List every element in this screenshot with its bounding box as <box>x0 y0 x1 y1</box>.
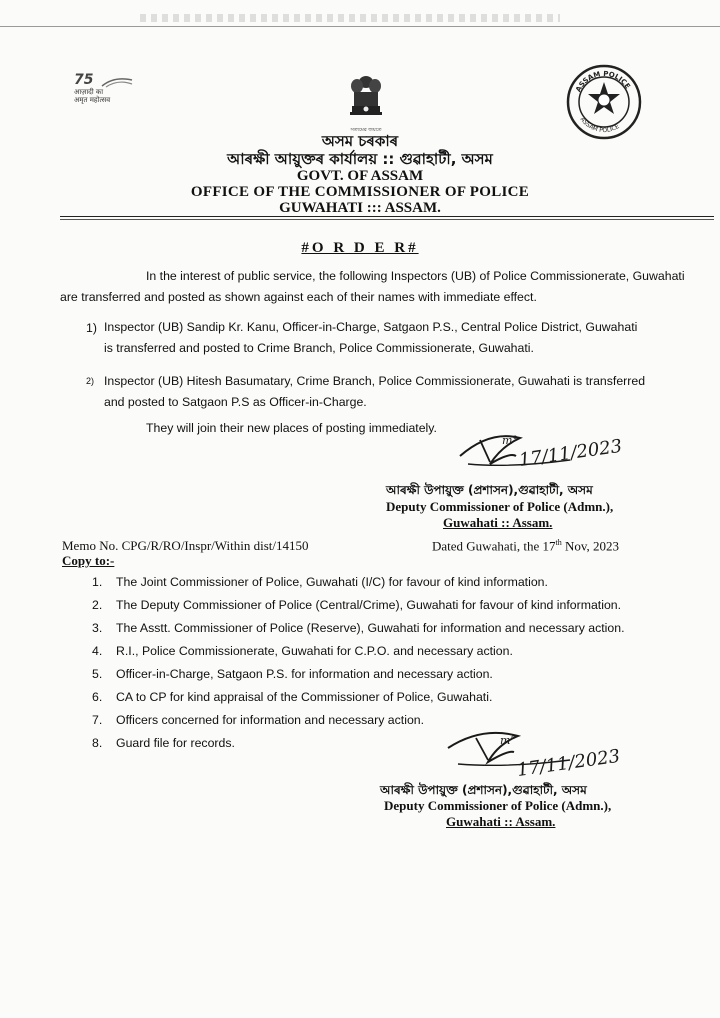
copy-to-text: Officer-in-Charge, Satgaon P.S. for information and necessary action. <box>116 667 493 681</box>
copy-to-text: Guard file for records. <box>116 736 235 750</box>
memo-date-prefix: Dated Guwahati, the 17 <box>432 538 556 554</box>
signer-location: Guwahati :: Assam. <box>446 814 556 829</box>
azadi-flag-swoosh-icon <box>100 74 134 88</box>
azadi-logo-number: 75 <box>74 72 94 88</box>
signature-date: 17/11/2023 <box>517 435 624 471</box>
copy-to-text: The Deputy Commissioner of Police (Central/Crime), Guwahati for favour of kind information. <box>116 598 622 612</box>
order-item-number: 1) <box>86 321 97 335</box>
azadi-ka-amrit-mahotsav-logo <box>74 72 136 112</box>
order-item <box>104 371 664 413</box>
memo-number: Memo No. CPG/R/RO/Inspr/Within dist/14150 <box>62 538 309 553</box>
order-item-line: Inspector (UB) Sandip Kr. Kanu, Officer-in-Charge, Satgaon P.S., Central Police District, Guwahati <box>104 320 638 334</box>
copy-to-item <box>92 644 513 658</box>
copy-to-text: The Joint Commissioner of Police, Guwahati (I/C) for favour of kind information. <box>116 575 548 589</box>
azadi-logo-text-2: अमृत महोत्सव <box>74 96 111 104</box>
seal-text-top: ASSAM POLICE <box>574 69 632 94</box>
scan-edge-line <box>0 26 720 27</box>
copy-to-item <box>92 575 548 589</box>
signer-designation: Deputy Commissioner of Police (Admn.), <box>384 798 612 813</box>
order-intro-paragraph: In the interest of public service, the following Inspectors (UB) of Police Commissionerate, Guwahati are transferred and posted as shown against each of their names with immediate effect. <box>60 269 685 304</box>
copy-to-number: 7. <box>92 713 103 727</box>
order-item-line: and posted to Satgaon P.S as Officer-in-Charge. <box>104 395 367 409</box>
order-title: #O R D E R# <box>301 240 419 256</box>
police-seal-icon <box>566 64 642 140</box>
copy-to-number: 6. <box>92 690 103 704</box>
national-emblem <box>346 72 386 133</box>
memo-date-suffix: Nov, 2023 <box>561 538 619 554</box>
copy-to-item <box>92 621 624 635</box>
copy-to-item <box>92 690 492 704</box>
scan-artifact <box>140 14 560 22</box>
header-divider-secondary <box>60 219 714 220</box>
signer-location: Guwahati :: Assam. <box>443 515 553 530</box>
copy-to-label: Copy to:- <box>62 553 115 568</box>
copy-to-item <box>92 736 235 750</box>
header-divider <box>60 216 714 217</box>
copy-to-text: The Asstt. Commissioner of Police (Reserve), Guwahati for information and necessary action. <box>116 621 625 635</box>
order-item-line: is transferred and posted to Crime Branch, Police Commissionerate, Guwahati. <box>104 341 534 355</box>
copy-to-number: 2. <box>92 598 103 612</box>
heading-city: GUWAHATI ::: ASSAM. <box>279 200 441 216</box>
copy-to-number: 1. <box>92 575 103 589</box>
copy-to-number: 4. <box>92 644 103 658</box>
signer-designation: Deputy Commissioner of Police (Admn.), <box>386 499 614 514</box>
copy-to-item <box>92 667 493 681</box>
order-join-instruction: They will join their new places of posting immediately. <box>146 421 437 435</box>
azadi-logo-text-1: आज़ादी का <box>74 88 104 96</box>
heading-bengali-office: আৰক্ষী আয়ুক্তৰ কাৰ্যালয় :: গুৱাহাটী, অসম <box>227 150 493 168</box>
svg-text:m°: m° <box>502 434 518 447</box>
heading-govt: GOVT. OF ASSAM <box>296 168 424 184</box>
lion-capital-icon <box>346 72 386 122</box>
order-item <box>104 317 664 359</box>
order-item-number: 2) <box>86 376 95 386</box>
copy-to-text: Officers concerned for information and necessary action. <box>116 713 425 727</box>
seal-text-bottom: ASSAM POLICE <box>578 116 621 135</box>
copy-to-text: CA to CP for kind appraisal of the Commissioner of Police, Guwahati. <box>116 690 493 704</box>
signer-designation-bengali: আৰক্ষী উপায়ুক্ত (প্ৰশাসন),গুৱাহাটী, অসম <box>386 483 593 497</box>
svg-text:m°: m° <box>500 734 516 747</box>
handwritten-signature-icon <box>438 722 638 788</box>
heading-bengali-govt: অসম চৰকাৰ <box>321 132 399 150</box>
copy-to-number: 8. <box>92 736 103 750</box>
copy-to-item <box>92 713 424 727</box>
signature-date: 17/11/2023 <box>515 745 622 781</box>
assam-police-seal <box>566 64 642 140</box>
memo-date <box>432 538 619 554</box>
copy-to-number: 3. <box>92 621 103 635</box>
copy-to-number: 5. <box>92 667 103 681</box>
signer-designation-bengali: আৰক্ষী উপায়ুক্ত (প্ৰশাসন),গুৱাহাটী, অসম <box>380 783 587 797</box>
order-item-line: Inspector (UB) Hitesh Basumatary, Crime Branch, Police Commissionerate, Guwahati is transferred <box>104 374 646 388</box>
copy-to-item <box>92 598 621 612</box>
memo-date-suffix-sup: th <box>555 538 562 547</box>
emblem-motto: সত্যমেৱ জয়তে <box>350 127 382 133</box>
handwritten-signature-icon <box>450 416 630 482</box>
heading-office: OFFICE OF THE COMMISSIONER OF POLICE <box>190 184 530 200</box>
copy-to-text: R.I., Police Commissionerate, Guwahati for C.P.O. and necessary action. <box>116 644 513 658</box>
